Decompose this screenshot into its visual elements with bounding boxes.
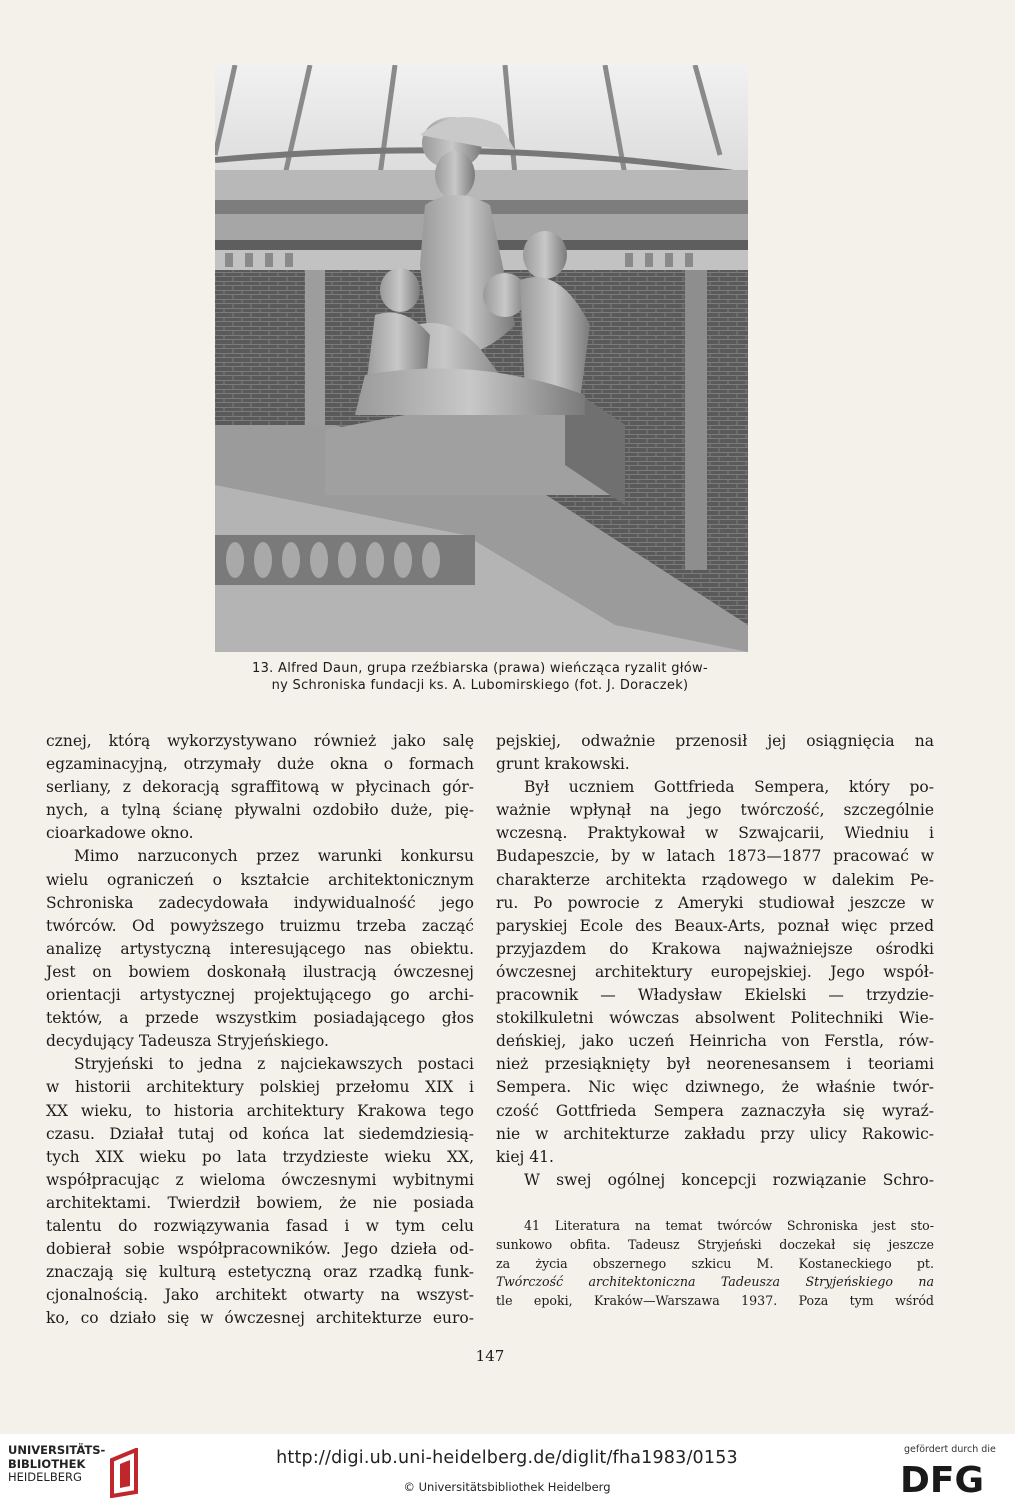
text-line: Schroniska zadecydowała indywidualność jego: [46, 893, 474, 912]
text-line: orientacji artystycznej projektującego go archi-: [46, 986, 474, 1005]
text-line: Sempera. Nic więc dziwnego, że właśnie twór-: [496, 1078, 934, 1097]
caption-line: 13. Alfred Daun, grupa rzeźbiarska (prawa) wieńcząca ryzalit głów-: [252, 661, 708, 676]
text-line: ko, co działo się w ówczesnej architekturze euro-: [46, 1309, 474, 1328]
sculpture-photograph: [215, 65, 748, 652]
text-line: czość Gottfrieda Sempera zaznaczyła się wyraź-: [496, 1101, 934, 1120]
dfg-logo-text: DFG: [900, 1460, 985, 1496]
text-line: w historii architektury polskiej przełomu XIX i: [46, 1078, 474, 1097]
text-line: twórców. Od powyższego truizmu trzeba zacząć: [46, 916, 474, 935]
text-line: Mimo narzuconych przez warunki konkursu: [74, 847, 474, 866]
text-line: W swej ogólnej koncepcji rozwiązanie Schro-: [524, 1170, 934, 1189]
figure-caption: [200, 660, 760, 694]
permalink-url[interactable]: http://digi.ub.uni-heidelberg.de/diglit/fha1983/0153: [276, 1448, 738, 1468]
text-line: czasu. Działał tutaj od końca lat siedemdziesią-: [46, 1124, 474, 1143]
text-line: ru. Po powrocie z Ameryki studiował jeszcze w: [496, 893, 934, 912]
text-line: decydujący Tadeusza Stryjeńskiego.: [46, 1032, 329, 1051]
dfg-logo[interactable]: [900, 1460, 1000, 1496]
text-line: analizę artystyczną interesującego nas obiektu.: [46, 939, 474, 958]
text-line: architektami. Twierdził bowiem, że nie posiada: [46, 1193, 474, 1212]
funding-note: gefördert durch die: [904, 1444, 996, 1455]
digitization-footer: [0, 1434, 1015, 1506]
text-line: znaczają się kulturą estetyczną oraz rzadką funk-: [46, 1263, 474, 1282]
text-line: pracownik — Władysław Ekielski — trzydzie-: [496, 986, 934, 1005]
right-text-column: [496, 730, 934, 1192]
text-line: Jest on bowiem doskonałą ilustracją ówczesnej: [46, 962, 474, 981]
footnote-line: 41 Literatura na temat twórców Schroniska jest sto-: [524, 1218, 934, 1233]
text-line: grunt krakowski.: [496, 755, 630, 774]
footnote-line: tle epoki, Kraków—Warszawa 1937. Poza tym wśród: [496, 1293, 934, 1309]
text-line: wczesną. Praktykował w Szwajcarii, Wiedniu i: [496, 824, 934, 843]
text-line: talentu do rozwiązywania fasad i w tym celu: [46, 1216, 474, 1235]
text-line: współpracując z wieloma ówczesnymi wybitnymi: [46, 1170, 474, 1189]
library-city: HEIDELBERG: [8, 1470, 82, 1484]
text-line: Stryjeński to jedna z najciekawszych postaci: [74, 1055, 474, 1074]
text-line: tektów, a przede wszystkim posiadającego głos: [46, 1009, 474, 1028]
footnote-line: sunkowo obfita. Tadeusz Stryjeński doczekał się jeszcze: [496, 1236, 934, 1252]
text-line: nież przesiąknięty był neorenesansem i teoriami: [496, 1055, 934, 1074]
library-name-line: UNIVERSITÄTS-: [8, 1443, 106, 1457]
ub-emblem-icon: [106, 1448, 146, 1498]
copyright-notice: © Universitätsbibliothek Heidelberg: [403, 1480, 611, 1494]
text-line: deńskiej, jako uczeń Heinricha von Ferstla, rów-: [496, 1032, 934, 1051]
text-line: Był uczniem Gottfrieda Sempera, który po-: [524, 778, 934, 797]
text-line: egzaminacyjną, otrzymały duże okna o formach: [46, 755, 474, 774]
text-line: kiej 41.: [496, 1147, 554, 1166]
text-line: serliany, z dekoracją sgraffitową w płycinach gór-: [46, 778, 474, 797]
text-line: nie w architekturze zakładu przy ulicy Rakowic-: [496, 1124, 934, 1143]
text-line: tych XIX wieku po lata trzydzieste wieku XX,: [46, 1147, 474, 1166]
text-line: wielu ograniczeń o kształcie architektonicznym: [46, 870, 474, 889]
caption-line: ny Schroniska fundacji ks. A. Lubomirskiego (fot. J. Doraczek): [271, 678, 689, 693]
text-line: XX wieku, to historia architektury Krakowa tego: [46, 1101, 474, 1120]
footnote-line: Twórczość architektoniczna Tadeusza Stryjeńskiego na: [496, 1274, 934, 1290]
text-line: Budapeszcie, by w latach 1873—1877 pracować w: [496, 847, 934, 866]
text-line: cznej, którą wykorzystywano również jako salę: [46, 732, 474, 750]
text-line: paryskiej Ecole des Beaux-Arts, poznał więc przed: [496, 916, 934, 935]
footnote: [496, 1217, 934, 1311]
text-line: cjonalnością. Jako architekt otwarty na wszyst-: [46, 1286, 474, 1305]
text-line: dobierał sobie współpracowników. Jego dzieła od-: [46, 1240, 474, 1259]
text-line: ważnie wpłynął na jego twórczość, szczególnie: [496, 801, 934, 820]
footnote-line: za życia obszernego szkicu M. Kostaneckiego pt.: [496, 1255, 934, 1271]
text-line: pejskiej, odważnie przenosił jej osiągnięcia na: [496, 732, 934, 750]
text-line: nych, a tylną ścianę pływalni ozdobiło duże, pię-: [46, 801, 474, 820]
text-line: stokilkuletni wówczas absolwent Politechniki Wie-: [496, 1009, 934, 1028]
university-library-logo[interactable]: [8, 1444, 148, 1498]
text-line: charakterze architekta rządowego w dalekim Pe-: [496, 870, 934, 889]
text-line: przyjazdem do Krakowa najważniejsze ośrodki: [496, 939, 934, 958]
library-name-line: BIBLIOTHEK: [8, 1456, 86, 1471]
text-line: ówczesnej architektury europejskiej. Jego współ-: [496, 962, 934, 981]
left-text-column: [46, 730, 474, 1330]
page-number: 147: [475, 1347, 505, 1365]
text-line: cioarkadowe okno.: [46, 824, 194, 843]
